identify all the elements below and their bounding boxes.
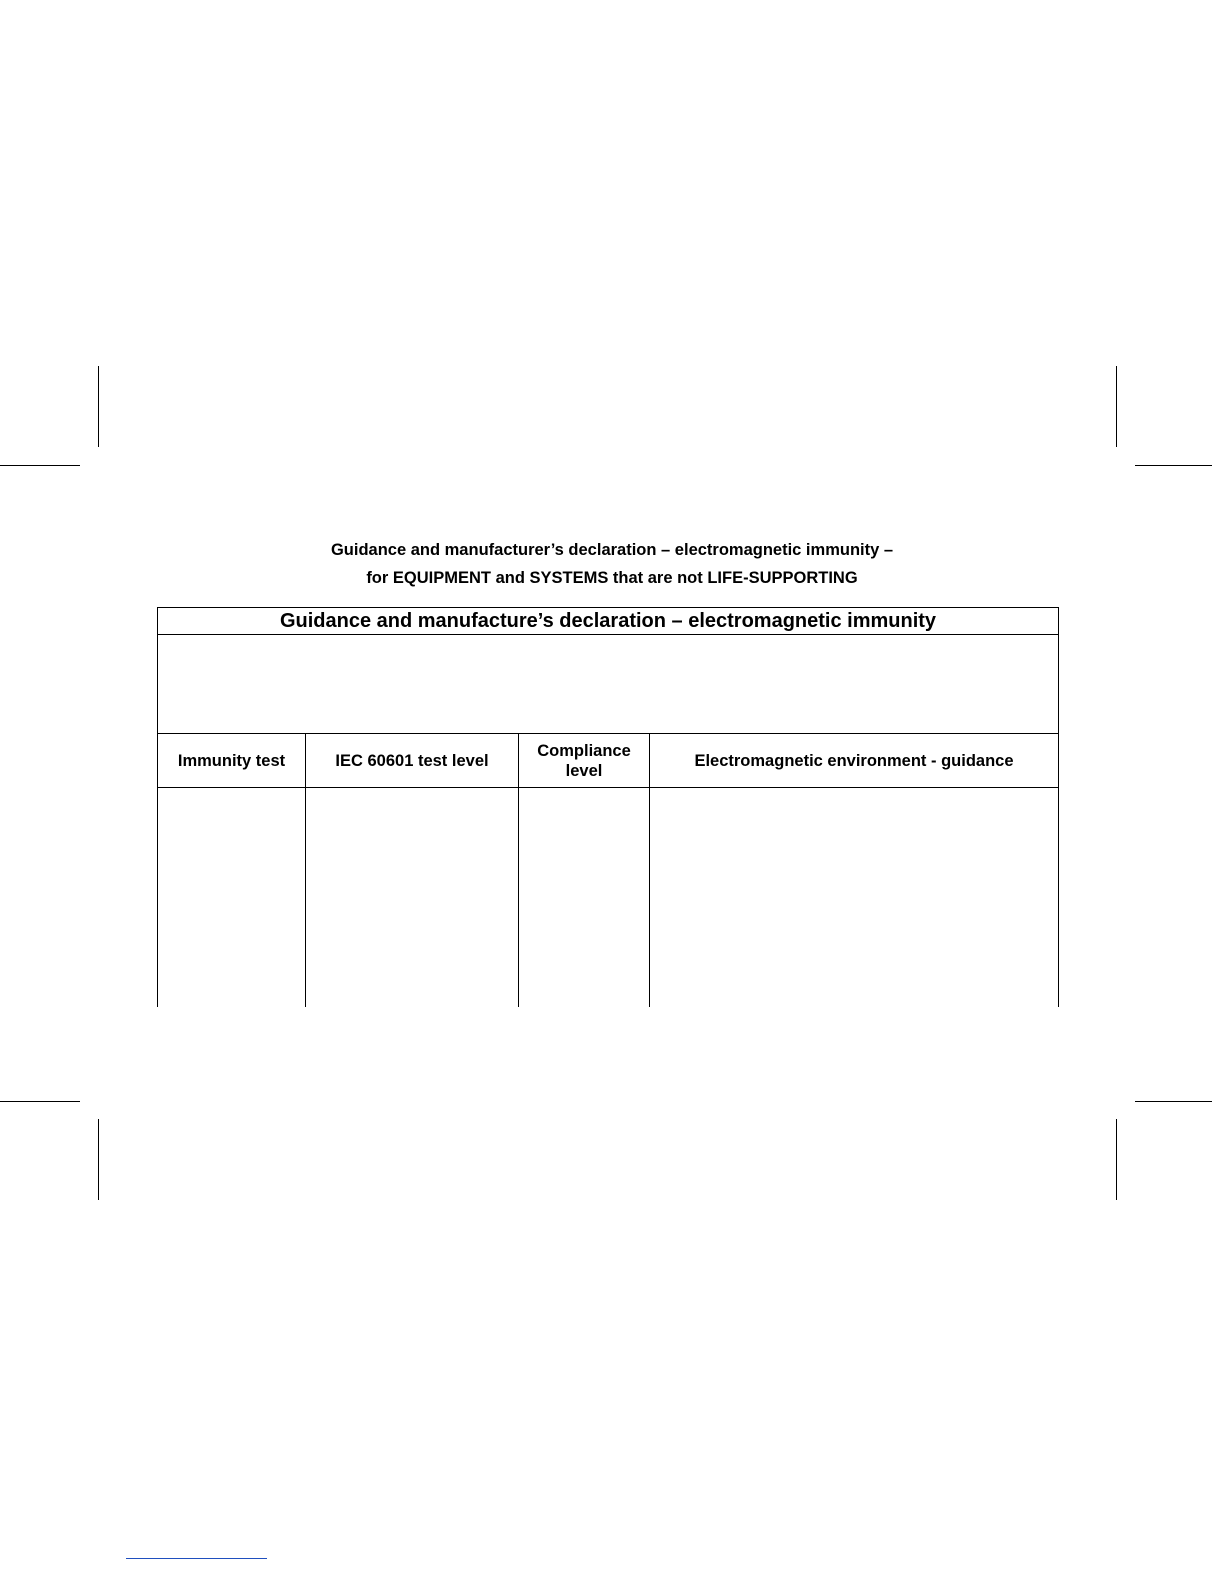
crop-mark-bottom-right-vertical (1116, 1119, 1117, 1200)
document-heading-line-2: for EQUIPMENT and SYSTEMS that are not LIFE-SUPPORTING (366, 569, 858, 587)
table-intro-cell (158, 635, 1058, 734)
header-row-divider (158, 787, 1058, 788)
column-header-em-environment-guidance: Electromagnetic environment - guidance (694, 752, 1014, 770)
crop-mark-top-left-horizontal (0, 465, 80, 466)
crop-mark-top-right-vertical (1116, 366, 1117, 447)
crop-mark-top-right-horizontal (1135, 465, 1212, 466)
table-title: Guidance and manufacture’s declaration – electromagnetic immunity (158, 608, 1058, 635)
crop-mark-top-left-vertical (98, 366, 99, 447)
crop-mark-bottom-left-horizontal (0, 1101, 80, 1102)
column-header-immunity-test: Immunity test (177, 752, 286, 770)
column-header-compliance-level: Compliance level (537, 742, 631, 780)
footnote-separator (126, 1558, 267, 1559)
crop-mark-bottom-left-vertical (98, 1119, 99, 1200)
crop-mark-bottom-right-horizontal (1135, 1101, 1212, 1102)
document-heading-line-1: Guidance and manufacturer’s declaration – electromagnetic immunity – (330, 541, 894, 559)
immunity-table (157, 607, 1059, 1007)
column-header-iec-test-level: IEC 60601 test level (335, 752, 489, 770)
